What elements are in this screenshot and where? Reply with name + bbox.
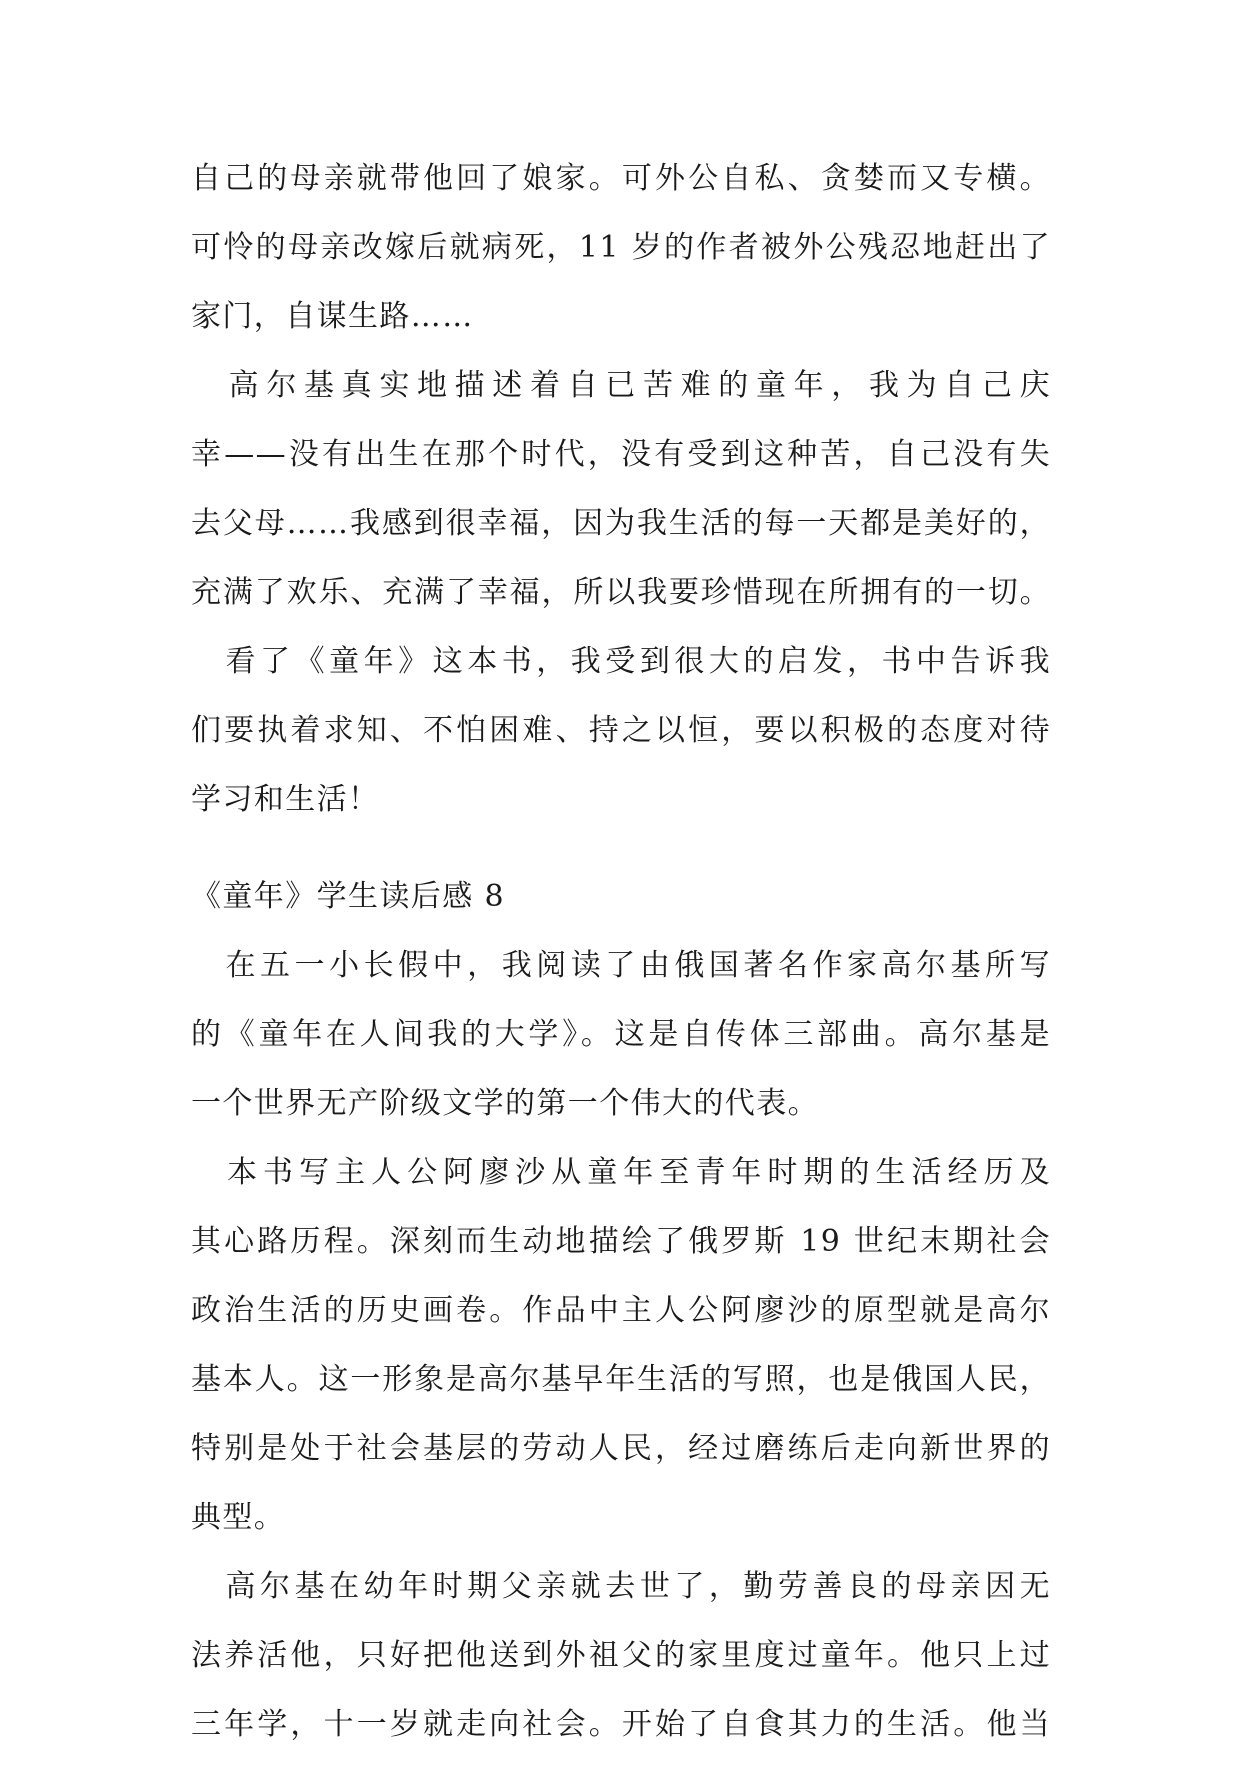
text-line: 自己的母亲就带他回了娘家。可外公自私、贪婪而又专横。 xyxy=(191,161,1051,196)
text-line: 法养活他，只好把他送到外祖父的家里度过童年。他只上过 xyxy=(191,1638,1051,1673)
paragraph xyxy=(191,1154,1051,1536)
text-line: 高尔基在幼年时期父亲就去世了，勤劳善良的母亲因无 xyxy=(191,1569,1051,1604)
text-line: 学习和生活！ xyxy=(191,782,380,817)
section-heading: 《童年》学生读后感 8 xyxy=(191,879,506,914)
text-line: 的《童年在人间我的大学》。这是自传体三部曲。高尔基是 xyxy=(191,1017,1051,1052)
text-line: 们要执着求知、不怕困难、持之以恒，要以积极的态度对待 xyxy=(191,713,1051,748)
text-line: 幸——没有出生在那个时代，没有受到这种苦，自己没有失 xyxy=(191,437,1051,472)
text-line: 特别是处于社会基层的劳动人民，经过磨练后走向新世界的 xyxy=(191,1431,1051,1466)
text-line: 高尔基真实地描述着自已苦难的童年，我为自己庆 xyxy=(191,368,1051,403)
paragraph xyxy=(191,1568,1051,1743)
text-line: 家门，自谋生路…… xyxy=(191,299,474,334)
text-line: 在五一小长假中，我阅读了由俄国著名作家高尔基所写 xyxy=(191,948,1051,983)
paragraph xyxy=(191,367,1051,611)
paragraph xyxy=(191,947,1051,1122)
paragraph xyxy=(191,160,1051,335)
text-line: 看了《童年》这本书，我受到很大的启发，书中告诉我 xyxy=(191,644,1051,679)
text-line: 本书写主人公阿廖沙从童年至青年时期的生活经历及 xyxy=(191,1155,1051,1190)
text-line: 其心路历程。深刻而生动地描绘了俄罗斯 19 世纪末期社会 xyxy=(191,1224,1051,1259)
text-line: 政治生活的历史画卷。作品中主人公阿廖沙的原型就是高尔 xyxy=(191,1293,1051,1328)
paragraph xyxy=(191,643,1051,818)
text-line: 三年学，十一岁就走向社会。开始了自食其力的生活。他当 xyxy=(191,1707,1051,1742)
text-line: 一个世界无产阶级文学的第一个伟大的代表。 xyxy=(191,1086,819,1121)
text-line: 典型。 xyxy=(191,1500,286,1535)
text-line: 可怜的母亲改嫁后就病死，11 岁的作者被外公残忍地赶出了 xyxy=(191,230,1051,265)
text-line: 充满了欢乐、充满了幸福，所以我要珍惜现在所拥有的一切。 xyxy=(191,575,1051,610)
text-line: 基本人。这一形象是高尔基早年生活的写照，也是俄国人民， xyxy=(191,1362,1051,1397)
text-line: 去父母……我感到很幸福，因为我生活的每一天都是美好的， xyxy=(191,506,1051,541)
document-body xyxy=(191,160,1051,1775)
